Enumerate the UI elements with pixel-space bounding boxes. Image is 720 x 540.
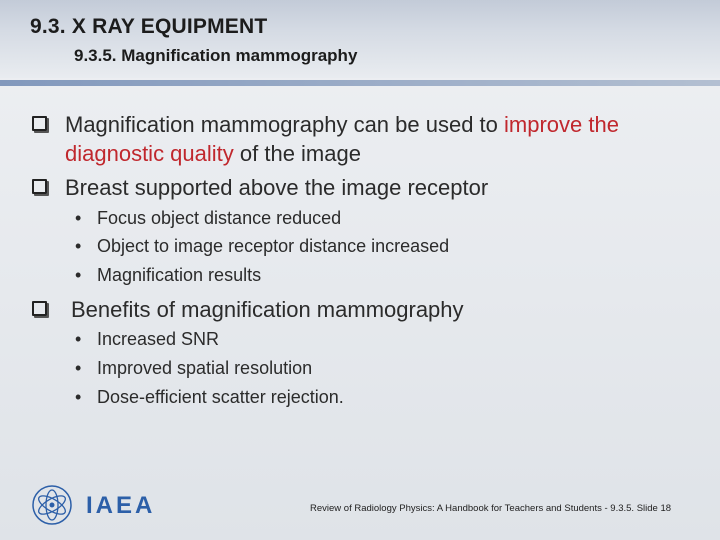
bullet-3	[32, 295, 682, 324]
slide-header	[0, 0, 720, 78]
checkbox-bullet-icon	[32, 116, 47, 131]
bullet-1	[32, 110, 682, 168]
sub-bullet	[75, 329, 219, 350]
sub-bullet	[75, 208, 341, 229]
sub-bullet-text: Object to image receptor distance increased	[97, 236, 450, 256]
slide-title: 9.3. X RAY EQUIPMENT	[30, 15, 268, 38]
bullet-1-highlight: improve the diagnostic quality	[65, 112, 619, 166]
sub-bullet-text: Dose-efficient scatter rejection.	[97, 387, 344, 407]
slide-subtitle: 9.3.5. Magnification mammography	[74, 46, 358, 65]
bullet-2	[32, 173, 682, 202]
logo-text: IAEA	[86, 492, 156, 519]
checkbox-bullet-icon	[32, 179, 47, 194]
sub-bullet-text: Improved spatial resolution	[97, 358, 313, 378]
bullet-dot-icon: •	[75, 387, 82, 407]
bullet-3-text: Benefits of magnification mammography	[71, 297, 464, 322]
bullet-dot-icon: •	[75, 329, 82, 349]
sub-bullet	[75, 236, 449, 257]
bullet-dot-icon: •	[75, 358, 82, 378]
bullet-dot-icon: •	[75, 208, 82, 228]
bullet-dot-icon: •	[75, 265, 82, 285]
bullet-dot-icon: •	[75, 236, 82, 256]
bullet-1-text-after: of the image	[233, 141, 361, 166]
sub-bullet-text: Increased SNR	[97, 329, 220, 349]
bullet-1-text-before: Magnification mammography can be used to	[65, 112, 505, 137]
sub-bullet	[75, 265, 261, 286]
sub-bullet	[75, 387, 344, 408]
footer-citation: Review of Radiology Physics: A Handbook for Teachers and Students - 9.3.5. Slide 18	[310, 503, 672, 514]
sub-bullet	[75, 358, 312, 379]
bullet-2-text: Breast supported above the image receptor	[65, 175, 489, 200]
iaea-logo-icon	[30, 483, 74, 527]
checkbox-bullet-icon	[32, 301, 47, 316]
sub-bullet-text: Magnification results	[97, 265, 262, 285]
sub-bullet-text: Focus object distance reduced	[97, 208, 342, 228]
header-divider	[0, 80, 720, 86]
